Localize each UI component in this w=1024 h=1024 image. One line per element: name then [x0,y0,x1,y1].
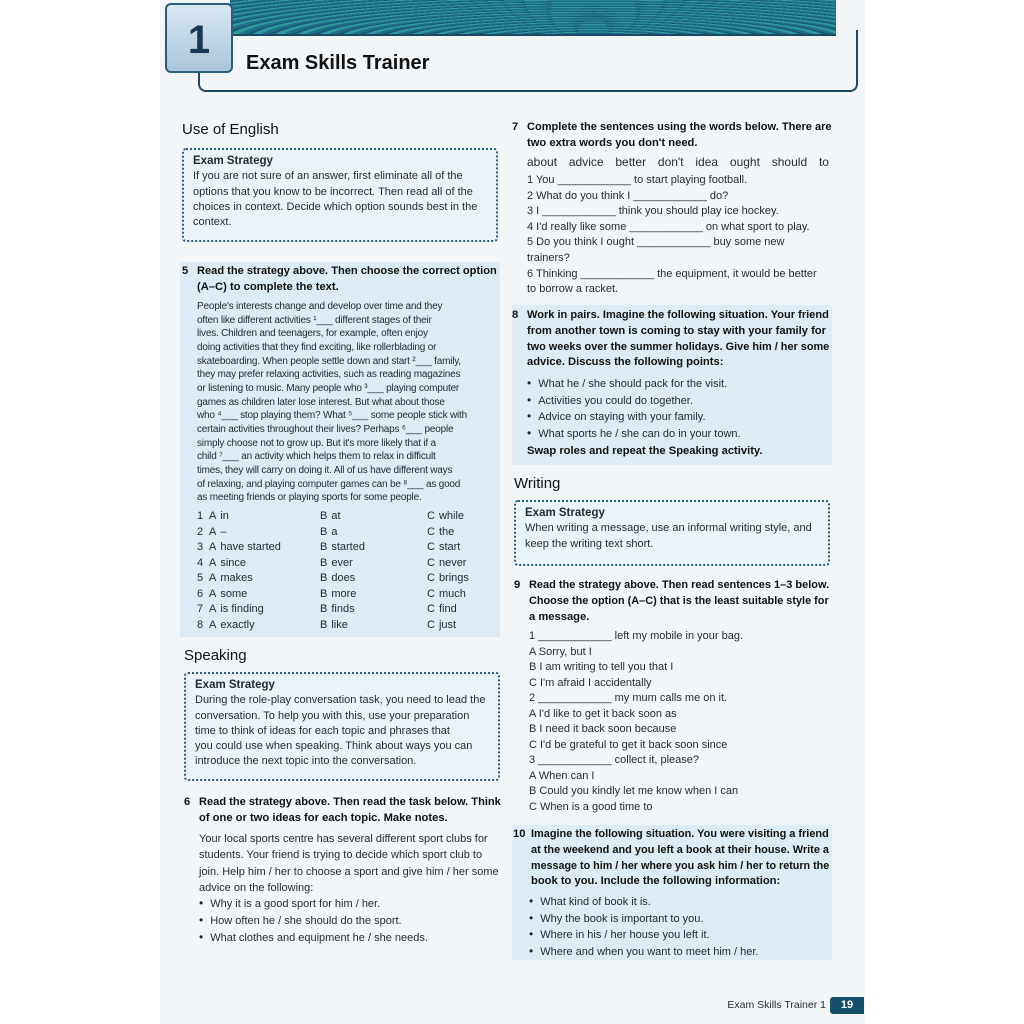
option-text: brings [438,572,469,584]
text-line: games as children later lose interest. But what about those [197,396,445,408]
text-line: as meeting friends or playing sports for some people. [197,492,422,504]
heading-line: two extra words you don't need. [527,136,698,149]
option-text: much [438,587,466,600]
text-line: they may prefer relaxing activities, such as reading magazines [197,369,461,381]
option-choice[interactable] [427,618,497,634]
option-item: A I'd like to get it back soon as [529,707,677,720]
word-bank-item: idea [695,155,719,169]
strategy-line: introduce the next topic into the conversation. [195,755,417,768]
option-choice[interactable] [320,509,427,525]
strategy-line: When writing a message, use an informal writing style, and [525,522,812,535]
exercise-10-heading [513,827,830,890]
option-letter: A [209,510,217,522]
exercise-number: 5 [182,265,189,277]
option-item: A Sorry, but I [529,645,592,658]
text-line: times, they will carry on doing it. All of us have different ways [197,464,453,476]
strategy-line: conversation. To help you with this, use your preparation [195,709,470,722]
exercise-number: 8 [512,309,519,321]
section-use-of-english: Use of English [182,121,279,138]
option-choice[interactable] [320,587,427,603]
exercise-5-options [197,509,497,633]
strategy-line: you could use when speaking. Think about ways you can [195,740,473,753]
strategy-line: options that you know to be incorrect. Then read all of the [193,185,473,198]
option-number: 5 [197,572,204,584]
option-number: 4 [197,556,204,569]
option-letter: B [320,510,328,522]
strategy-line: keep the writing text short. [525,537,654,550]
option-letter: C [427,587,435,600]
option-letter: C [427,525,435,538]
option-number: 3 [197,541,204,553]
heading-line: at the weekend and you left a book at their house. Write a [531,843,830,856]
option-letter: C [427,541,435,553]
text-line: doing activities that they find exciting, like rollerblading or [197,341,437,353]
word-bank-item: to [818,155,829,169]
bullet-item: • What clothes and equipment he / she needs. [199,929,499,946]
option-row [197,509,497,525]
option-choice[interactable] [427,525,497,541]
word-bank-item: advice [568,155,604,169]
bullet-item: • Where in his / her house you left it. [529,927,829,944]
exercise-6-bullets [199,895,499,946]
exercise-number: 7 [512,121,519,133]
exercise-number: 10 [513,828,526,840]
option-row [197,525,497,541]
heading-line: Complete the sentences using the words below. There are [527,121,832,133]
option-choice[interactable] [320,602,427,618]
option-choice[interactable] [427,602,497,618]
sentence-item: 1 You ____________ to start playing football. [527,174,748,186]
heading-line: Choose the option (A–C) that is the least suitable style for [529,594,829,607]
page-title: Exam Skills Trainer [246,52,430,74]
option-letter: A [209,618,217,631]
option-letter: A [209,556,217,569]
option-choice[interactable] [427,571,497,587]
sentence-item: 5 Do you think I ought ____________ buy some new [527,236,785,249]
option-letter: A [209,603,217,615]
word-bank-item: don't [657,155,684,169]
strategy-line: If you are not sure of an answer, first eliminate all of the [193,170,463,183]
option-text: never [438,556,467,569]
word-bank-item: should [771,155,808,169]
option-item: B I need it back soon because [529,723,677,736]
exercise-number: 9 [514,579,521,591]
bullet-item: • Activities you could do together. [527,393,827,410]
option-choice[interactable] [427,556,497,572]
section-writing: Writing [514,475,561,492]
heading-line: Work in pairs. Imagine the following situation. Your friend [527,309,829,321]
sentence-item: to borrow a racket. [527,283,619,296]
strategy-box-1 [182,148,498,242]
option-choice[interactable] [209,509,320,525]
option-row [197,618,497,634]
option-text: – [220,525,227,538]
exercise-8-footer: Swap roles and repeat the Speaking activity. [527,445,763,457]
option-text: makes [220,572,253,584]
strategy-line: time to think of ideas for each topic and phrases that [195,724,450,737]
bullet-item: • Why the book is important to you. [529,911,829,928]
option-text: exactly [220,618,255,631]
option-item: B I am writing to tell you that I [529,661,674,674]
sentence-item: 3 I ____________ think you should play ice hockey. [527,205,779,218]
bullet-item: • What kind of book it is. [529,894,829,911]
strategy-box-2 [184,672,500,781]
option-letter: B [320,572,328,584]
option-letter: C [427,510,435,522]
exercise-8-bullets [527,376,827,442]
bullet-item: • What sports he / she can do in your town. [527,426,827,443]
option-letter: B [320,525,328,538]
bullet-item: • Where and when you want to meet him / her. [529,944,829,961]
option-number: 8 [197,618,204,631]
sentence-item: 4 I'd really like some ____________ on what sport to play. [527,220,810,233]
bullet-item: • What he / she should pack for the visit. [527,376,827,393]
sentence-item: trainers? [527,251,570,264]
exercise-7-word-bank [527,155,829,169]
heading-line: from another town is coming to stay with your family for [527,324,826,337]
exercise-9-heading [514,578,830,625]
option-choice[interactable] [209,525,320,541]
option-choice[interactable] [209,571,320,587]
heading-line: Imagine the following situation. You were visiting a friend [531,828,829,840]
heading-line: (A–C) to complete the text. [197,280,339,293]
option-choice[interactable] [209,618,320,634]
option-letter: C [427,572,435,584]
text-line: join. Help him / her to choose a sport and give him / her some [199,865,499,878]
exercise-8-heading [512,308,830,371]
option-item: B Could you kindly let me know when I can [529,785,739,798]
bullet-item: • Why it is a good sport for him / her. [199,895,499,912]
option-row [197,587,497,603]
option-letter: B [320,603,328,615]
option-text: start [438,541,461,553]
option-row [197,571,497,587]
option-letter: A [209,587,217,600]
option-letter: C [427,603,435,615]
exercise-9-items [529,629,829,816]
option-text: since [220,556,247,569]
strategy-title: Exam Strategy [195,679,275,691]
footer-label: Exam Skills Trainer 1 [727,999,826,1011]
option-letter: A [209,572,217,584]
exercise-6-heading [184,795,501,827]
text-line: or listening to music. Many people who ³___ playing computer [197,382,460,394]
heading-line: Read the strategy above. Then read the task below. Think [199,796,501,808]
option-text: is finding [220,603,264,615]
option-letter: B [320,587,328,600]
heading-line: a message. [529,610,590,623]
strategy-line: choices in context. Decide which option sounds best in the [193,200,478,213]
option-text: ever [331,556,353,569]
heading-line: Read the strategy above. Then choose the correct option [197,265,497,277]
text-line: People's interests change and develop over time and they [197,301,443,312]
option-letter: B [320,541,328,553]
option-text: the [438,525,455,538]
text-line: simply choose not to grow up. But it's more likely that if a [197,437,436,449]
strategy-title: Exam Strategy [525,507,605,519]
option-item: C I'm afraid I accidentally [529,676,652,689]
text-line: often like different activities ¹___ different stages of their [197,314,432,326]
exercise-5-heading [182,264,497,296]
option-item: 3 ____________ collect it, please? [529,754,700,767]
option-choice[interactable] [320,540,427,556]
option-choice[interactable] [427,509,497,525]
exercise-7-heading [512,120,832,152]
option-text: at [331,510,341,522]
strategy-line: context. [193,216,232,229]
option-text: more [331,587,357,600]
option-number: 7 [197,603,204,615]
option-choice[interactable] [320,525,427,541]
option-text: while [438,510,465,522]
bullet-item: • Advice on staying with your family. [527,409,827,426]
option-number: 1 [197,510,204,522]
option-text: find [438,603,457,615]
exercise-10-bullets [529,894,829,960]
option-number: 6 [197,587,204,600]
exercise-5-text [197,300,497,505]
option-text: just [438,618,457,631]
option-item: A When can I [529,769,595,782]
text-line: students. Your friend is trying to decide which sport club to [199,849,483,862]
word-bank-item: ought [729,155,760,169]
text-line: advice on the following: [199,881,314,894]
option-text: does [331,572,356,584]
option-row [197,602,497,618]
unit-number: 1 [165,3,233,73]
strategy-box-3 [514,500,830,566]
option-text: like [331,618,348,631]
option-choice[interactable] [209,587,320,603]
option-row [197,540,497,556]
option-letter: C [427,618,435,631]
strategy-line: During the role-play conversation task, you need to lead the [195,694,486,707]
option-choice[interactable] [209,540,320,556]
heading-line: two weeks over the summer holidays. Give him / her some [527,340,830,353]
option-choice[interactable] [209,556,320,572]
option-choice[interactable] [320,618,427,634]
page-number: 19 [830,997,864,1014]
sentence-item: 2 What do you think I ____________ do? [527,189,729,202]
text-line: child ⁷___ an activity which helps them to relax in difficult [197,451,436,463]
option-letter: B [320,556,328,569]
option-letter: A [209,525,217,538]
option-choice[interactable] [320,556,427,572]
section-speaking: Speaking [184,647,247,664]
word-bank-item: better [615,155,647,169]
exercise-7-items [527,173,832,298]
option-text: have started [220,541,281,553]
option-text: a [331,525,338,538]
option-text: in [220,510,229,522]
option-letter: C [427,556,435,569]
exercise-6-text [199,831,503,896]
option-letter: A [209,541,217,553]
strategy-title: Exam Strategy [193,155,273,167]
option-text: some [220,587,248,600]
option-number: 2 [197,525,204,538]
option-choice[interactable] [427,587,497,603]
option-letter: B [320,618,328,631]
heading-line: message to him / her where you ask him / her to return the [531,859,830,872]
text-line: who ⁴___ stop playing them? What ⁵___ some people stick with [197,410,467,422]
option-item: C I'd be grateful to get it back soon since [529,738,728,751]
heading-line: Read the strategy above. Then read sentences 1–3 below. [529,579,830,591]
option-choice[interactable] [320,571,427,587]
text-line: of relaxing, and playing computer games can be ⁸___ as good [197,478,461,490]
heading-line: of one or two ideas for each topic. Make notes. [199,811,448,824]
bullet-item: • How often he / she should do the sport. [199,912,499,929]
heading-line: book to you. Include the following information: [531,875,781,888]
word-bank-item: about [527,155,558,169]
option-text: finds [331,603,355,615]
text-line: certain activities throughout their lives? Perhaps ⁶___ people [197,423,454,435]
text-line: lives. Children and teenagers, for example, often enjoy [197,328,428,340]
option-item: 1 ____________ left my mobile in your bag. [529,630,744,642]
option-text: started [331,541,365,553]
heading-line: advice. Discuss the following points: [527,356,724,369]
option-item: C When is a good time to [529,801,653,814]
option-choice[interactable] [209,602,320,618]
text-line: skateboarding. When people settle down and start ²___ family, [197,355,461,367]
option-item: 2 ____________ my mum calls me on it. [529,692,728,705]
text-line: Your local sports centre has several different sport clubs for [199,833,488,845]
sentence-item: 6 Thinking ____________ the equipment, it would be better [527,267,817,280]
option-row [197,556,497,572]
exercise-number: 6 [184,796,191,808]
option-choice[interactable] [427,540,497,556]
